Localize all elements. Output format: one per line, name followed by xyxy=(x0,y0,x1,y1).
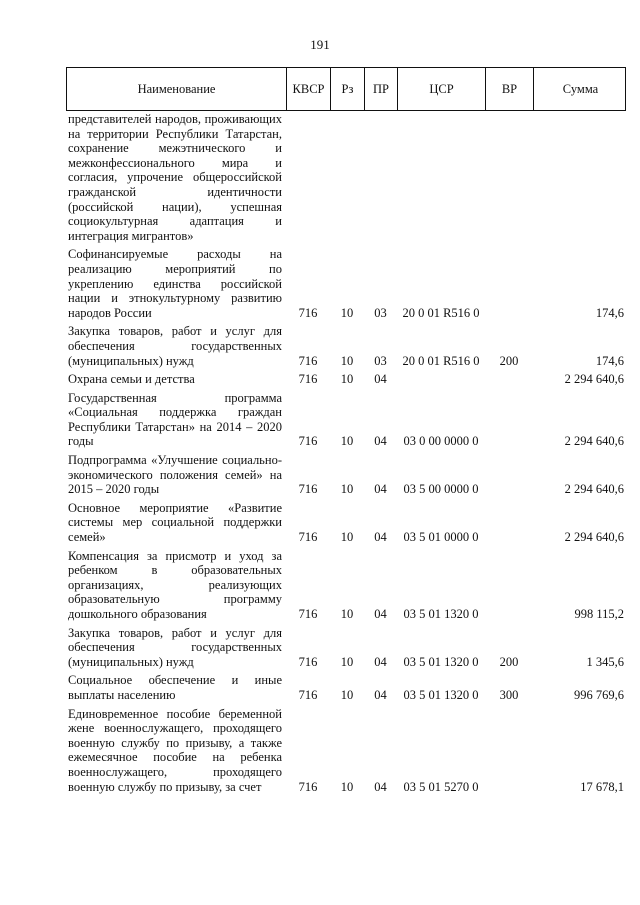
budget-table xyxy=(66,67,626,794)
pr-cell: 03 xyxy=(374,353,387,368)
pr-cell: 04 xyxy=(374,482,387,497)
sum-cell: 174,6 xyxy=(595,353,624,368)
rz-cell: 10 xyxy=(340,434,354,449)
vr-cell: 200 xyxy=(499,654,519,669)
table-row xyxy=(66,501,626,545)
table-header xyxy=(66,67,626,111)
rz-cell: 10 xyxy=(340,482,354,497)
header-csr: ЦСР xyxy=(398,68,486,110)
rz-cell: 10 xyxy=(340,530,354,545)
row-name: Компенсация за присмотр и уход за ребенком в образовательных организациях, реализующих образовательную программу дошкольного образования xyxy=(68,548,282,621)
table-row xyxy=(66,324,626,368)
pr-cell: 04 xyxy=(374,607,387,621)
kvsr-cell: 716 xyxy=(298,687,318,702)
kvsr-cell: 716 xyxy=(298,434,318,449)
header-sum: Сумма xyxy=(562,82,599,96)
csr-cell: 03 5 01 1320 0 xyxy=(403,687,479,702)
table-row xyxy=(66,549,626,622)
row-name: Закупка товаров, работ и услуг для обеспечения государственных (муниципальных) нужд xyxy=(68,324,282,368)
kvsr-cell: 716 xyxy=(298,654,318,669)
csr-cell: 03 5 01 0000 0 xyxy=(403,530,479,545)
table-row xyxy=(66,626,626,670)
row-name: Единовременное пособие беременной жене военнослужащего, проходящего военную службу по призыву, а также ежемесячное пособие на ребенка военнослужащего, проходящего военную службу по призыву, за счет xyxy=(68,706,282,794)
row-name: Основное мероприятие «Развитие системы мер социальной поддержки семей» xyxy=(68,500,282,545)
vr-cell: 200 xyxy=(499,353,519,368)
row-name: представителей народов, проживающих на территории Республики Татарстан, сохранение межэтнического и межконфессионального мира и согласия, упрочение общероссийской гражданской идентичности (российской нации), успешная социокультурная адаптация и интеграция мигрантов» xyxy=(68,112,282,243)
table-row xyxy=(66,112,626,243)
vr-cell: 300 xyxy=(499,687,519,702)
sum-cell: 174,6 xyxy=(595,305,624,320)
sum-cell: 2 294 640,6 xyxy=(564,530,624,545)
table-row xyxy=(66,247,626,320)
csr-cell: 03 5 01 5270 0 xyxy=(403,779,479,794)
header-pr: ПР xyxy=(365,68,398,110)
pr-cell: 04 xyxy=(374,434,387,449)
sum-cell: 1 345,6 xyxy=(586,654,624,669)
header-vr: ВР xyxy=(486,68,534,110)
rz-cell: 10 xyxy=(340,372,354,387)
pr-cell: 03 xyxy=(374,305,387,320)
sum-cell: 2 294 640,6 xyxy=(564,482,624,497)
rz-cell: 10 xyxy=(340,607,354,621)
rz-cell: 10 xyxy=(340,779,354,794)
row-name: Подпрограмма «Улучшение социально-экономического положения семей» на 2015 – 2020 годы xyxy=(68,453,282,497)
sum-cell: 17 678,1 xyxy=(580,779,624,794)
kvsr-cell: 716 xyxy=(298,353,318,368)
row-name: Охрана семьи и детства xyxy=(68,372,195,387)
csr-cell: 03 0 00 0000 0 xyxy=(403,434,479,449)
row-name: Закупка товаров, работ и услуг для обеспечения государственных (муниципальных) нужд xyxy=(68,625,282,669)
kvsr-cell: 716 xyxy=(298,779,318,794)
table-row xyxy=(66,673,626,702)
table-row xyxy=(66,391,626,449)
sum-cell: 2 294 640,6 xyxy=(564,372,624,387)
kvsr-cell: 716 xyxy=(298,305,318,320)
sum-cell: 2 294 640,6 xyxy=(564,434,624,449)
table-row xyxy=(66,453,626,497)
row-name: Социальное обеспечение и иные выплаты населению xyxy=(68,673,282,702)
rz-cell: 10 xyxy=(340,687,354,702)
kvsr-cell: 716 xyxy=(298,372,318,387)
csr-cell: 03 5 01 1320 0 xyxy=(403,654,479,669)
csr-cell: 03 5 00 0000 0 xyxy=(403,482,479,497)
row-name: Государственная программа «Социальная поддержка граждан Республики Татарстан» на 2014 – 2020 годы xyxy=(68,390,282,449)
csr-cell: 20 0 01 R516 0 xyxy=(402,353,480,368)
page-number: 191 xyxy=(310,37,330,52)
table-body xyxy=(66,112,626,798)
csr-cell: 03 5 01 1320 0 xyxy=(403,607,479,621)
pr-cell: 04 xyxy=(374,687,387,702)
sum-cell: 998 115,2 xyxy=(574,607,624,621)
rz-cell: 10 xyxy=(340,654,354,669)
header-rz: Рз xyxy=(331,68,365,110)
pr-cell: 04 xyxy=(374,654,387,669)
kvsr-cell: 716 xyxy=(298,607,318,621)
sum-cell: 996 769,6 xyxy=(574,687,624,702)
table-row xyxy=(66,372,626,387)
rz-cell: 10 xyxy=(340,353,354,368)
pr-cell: 04 xyxy=(374,530,387,545)
kvsr-cell: 716 xyxy=(298,530,318,545)
rz-cell: 10 xyxy=(340,305,354,320)
row-name: Софинансируемые расходы на реализацию мероприятий по укреплению единства российской нации и этнокультурному развитию народов России xyxy=(68,247,282,320)
pr-cell: 04 xyxy=(374,779,387,794)
header-name: Наименование xyxy=(67,68,287,110)
table-row xyxy=(66,707,626,795)
kvsr-cell: 716 xyxy=(298,482,318,497)
pr-cell: 04 xyxy=(374,372,387,387)
csr-cell: 20 0 01 R516 0 xyxy=(402,305,480,320)
header-kvsr: КВСР xyxy=(287,68,331,110)
